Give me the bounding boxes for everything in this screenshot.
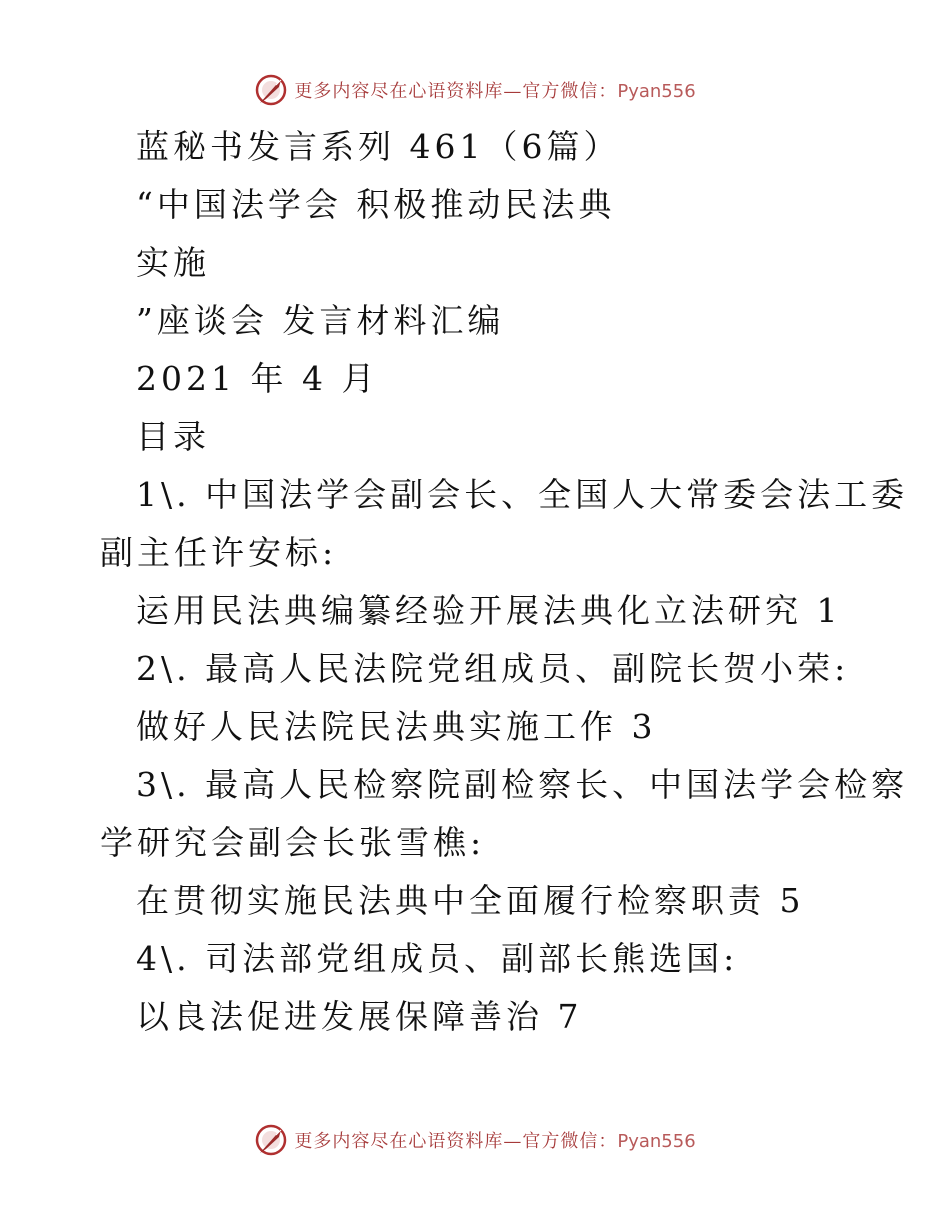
watermark-text: 更多内容尽在心语资料库—官方微信：Pyan556 — [294, 1131, 696, 1152]
toc-item-3-speaker: 3\. 最高人民检察院副检察长、中国法学会检察 — [136, 765, 909, 804]
document-subtitle-line-1: “中国法学会 积极推动民法典 — [136, 185, 616, 224]
toc-item-4-topic: 以良法促进发展保障善治 7 — [136, 997, 583, 1036]
toc-item-2-topic: 做好人民法院民法典实施工作 3 — [136, 707, 657, 746]
toc-heading: 目录 — [136, 417, 210, 456]
quill-pen-logo-icon — [254, 1123, 288, 1157]
toc-item-4-speaker: 4\. 司法部党组成员、副部长熊选国: — [136, 939, 739, 978]
document-body — [100, 118, 909, 1046]
toc-item-3-topic: 在贯彻实施民法典中全面履行检察职责 5 — [136, 881, 805, 920]
document-subtitle-line-3: ”座谈会 发言材料汇编 — [136, 301, 505, 340]
watermark-text: 更多内容尽在心语资料库—官方微信：Pyan556 — [294, 81, 696, 102]
watermark-banner-top — [0, 70, 950, 110]
watermark-banner-bottom — [0, 1120, 950, 1160]
toc-item-1-speaker: 1\. 中国法学会副会长、全国人大常委会法工委 — [136, 475, 909, 514]
document-subtitle-line-2: 实施 — [136, 243, 210, 282]
document-title: 蓝秘书发言系列 461（6篇） — [136, 127, 621, 166]
toc-item-2-speaker: 2\. 最高人民法院党组成员、副院长贺小荣: — [136, 649, 850, 688]
toc-item-3-speaker-cont: 学研究会副会长张雪樵: — [100, 823, 486, 862]
document-date: 2021 年 4 月 — [136, 359, 379, 398]
toc-item-1-topic: 运用民法典编纂经验开展法典化立法研究 1 — [136, 591, 842, 630]
quill-pen-logo-icon — [254, 73, 288, 107]
toc-item-1-speaker-cont: 副主任许安标: — [100, 533, 338, 572]
